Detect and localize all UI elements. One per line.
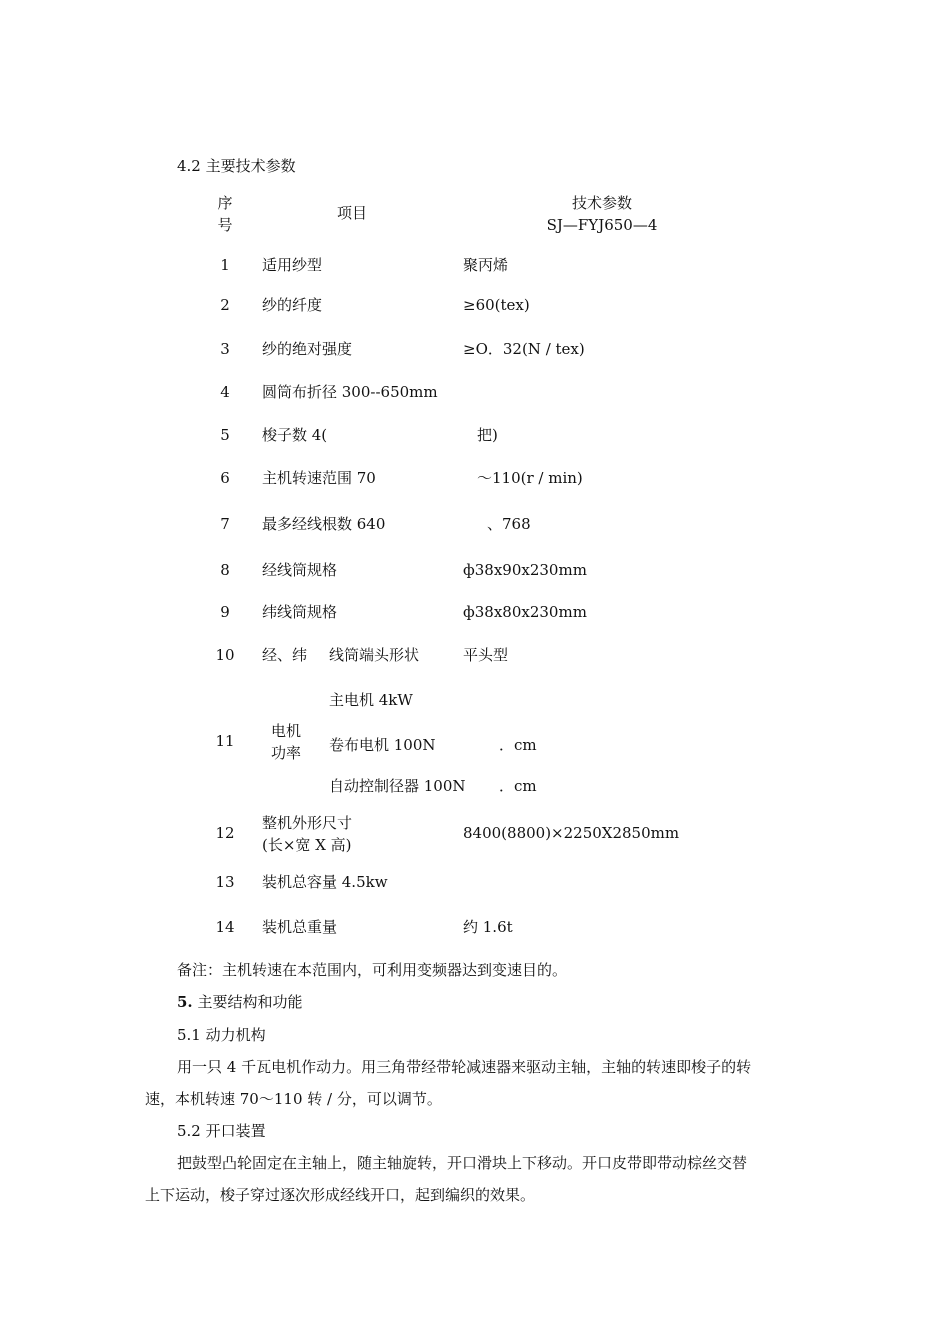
row-13-no: 13 — [215, 873, 235, 891]
row-11-sub-3-label: 自动控制径器 100N — [329, 777, 466, 795]
table-note: 备注：主机转速在本范围内，可利用变频器达到变速目的。 — [177, 961, 568, 979]
row-10-no: 10 — [215, 646, 235, 664]
row-11-sub-2-value: ．cm — [499, 736, 537, 754]
section-5-2-paragraph-line-1: 把鼓型凸轮固定在主轴上，随主轴旋转，开口滑块上下移动。开口皮带即带动棕丝交替 — [177, 1154, 748, 1172]
row-9-value: ф38x80x230mm — [463, 603, 587, 621]
row-11-sub-3-value: ．cm — [499, 777, 537, 795]
row-10-item: 经、纬 — [262, 646, 308, 664]
row-9-item: 纬线筒规格 — [262, 603, 338, 621]
row-9-no: 9 — [220, 603, 230, 621]
row-4-item: 圆筒布折径 300--650mm — [262, 383, 438, 401]
row-3-item: 纱的绝对强度 — [262, 340, 353, 358]
row-2-item: 纱的纤度 — [262, 296, 323, 314]
row-6-value: ～110(r / min) — [477, 469, 583, 487]
row-5-item: 梭子数 4( — [262, 426, 328, 444]
row-7-value: 、768 — [487, 515, 531, 533]
row-7-item: 最多经线根数 640 — [262, 515, 386, 533]
row-11-sub-2-label: 卷布电机 100N — [329, 736, 436, 754]
row-14-value: 约 1.6t — [463, 918, 513, 936]
row-8-item: 经线筒规格 — [262, 561, 338, 579]
row-1-item: 适用纱型 — [262, 256, 323, 274]
row-5-value: 把) — [477, 426, 498, 444]
row-2-no: 2 — [220, 296, 230, 314]
row-14-item: 装机总重量 — [262, 918, 338, 936]
header-tech-params: 技术参数 SJ—FYJ650—4 — [546, 194, 658, 234]
header-serial-number: 序 号 — [217, 194, 233, 234]
header-item: 项目 — [336, 204, 368, 222]
row-10-item-cont: 线筒端头形状 — [329, 646, 420, 664]
row-12-no: 12 — [215, 824, 235, 842]
row-1-no: 1 — [220, 256, 230, 274]
section-5-1-heading: 5.1 动力机构 — [177, 1026, 266, 1044]
row-5-no: 5 — [220, 426, 230, 444]
row-14-no: 14 — [215, 918, 235, 936]
row-11-no: 11 — [215, 732, 235, 750]
row-7-no: 7 — [220, 515, 230, 533]
row-3-value: ≥O．32(N / tex) — [463, 340, 585, 358]
section-5-2-heading: 5.2 开口装置 — [177, 1122, 266, 1140]
row-1-value: 聚丙烯 — [463, 256, 509, 274]
section-5-title: 主要结构和功能 — [192, 993, 303, 1011]
section-5-1-paragraph-line-2: 速，本机转速 70～110 转 / 分，可以调节。 — [145, 1090, 442, 1108]
section-5-heading — [177, 995, 302, 1010]
row-4-no: 4 — [220, 383, 230, 401]
section-5-2-paragraph-line-2: 上下运动，梭子穿过逐次形成经线开口，起到编织的效果。 — [145, 1186, 536, 1204]
row-8-no: 8 — [220, 561, 230, 579]
section-heading-4-2: 4.2 主要技术参数 — [177, 157, 296, 175]
row-11-sub-1-label: 主电机 4kW — [329, 691, 413, 709]
row-12-value: 8400(8800)×2250X2850mm — [463, 824, 680, 842]
row-2-value: ≥60(tex) — [463, 296, 530, 314]
row-8-value: ф38x90x230mm — [463, 561, 587, 579]
row-12-item: 整机外形尺寸 (长×宽 X 高) — [262, 814, 353, 854]
row-6-item: 主机转速范围 70 — [262, 469, 376, 487]
row-3-no: 3 — [220, 340, 230, 358]
row-11-item: 电机 功率 — [270, 722, 302, 762]
row-13-item: 装机总容量 4.5kw — [262, 873, 388, 891]
row-6-no: 6 — [220, 469, 230, 487]
section-5-1-paragraph-line-1: 用一只 4 千瓦电机作动力。用三角带经带轮减速器来驱动主轴，主轴的转速即梭子的转 — [177, 1058, 752, 1076]
row-10-value: 平头型 — [463, 646, 509, 664]
section-5-number: 5. — [177, 993, 193, 1011]
